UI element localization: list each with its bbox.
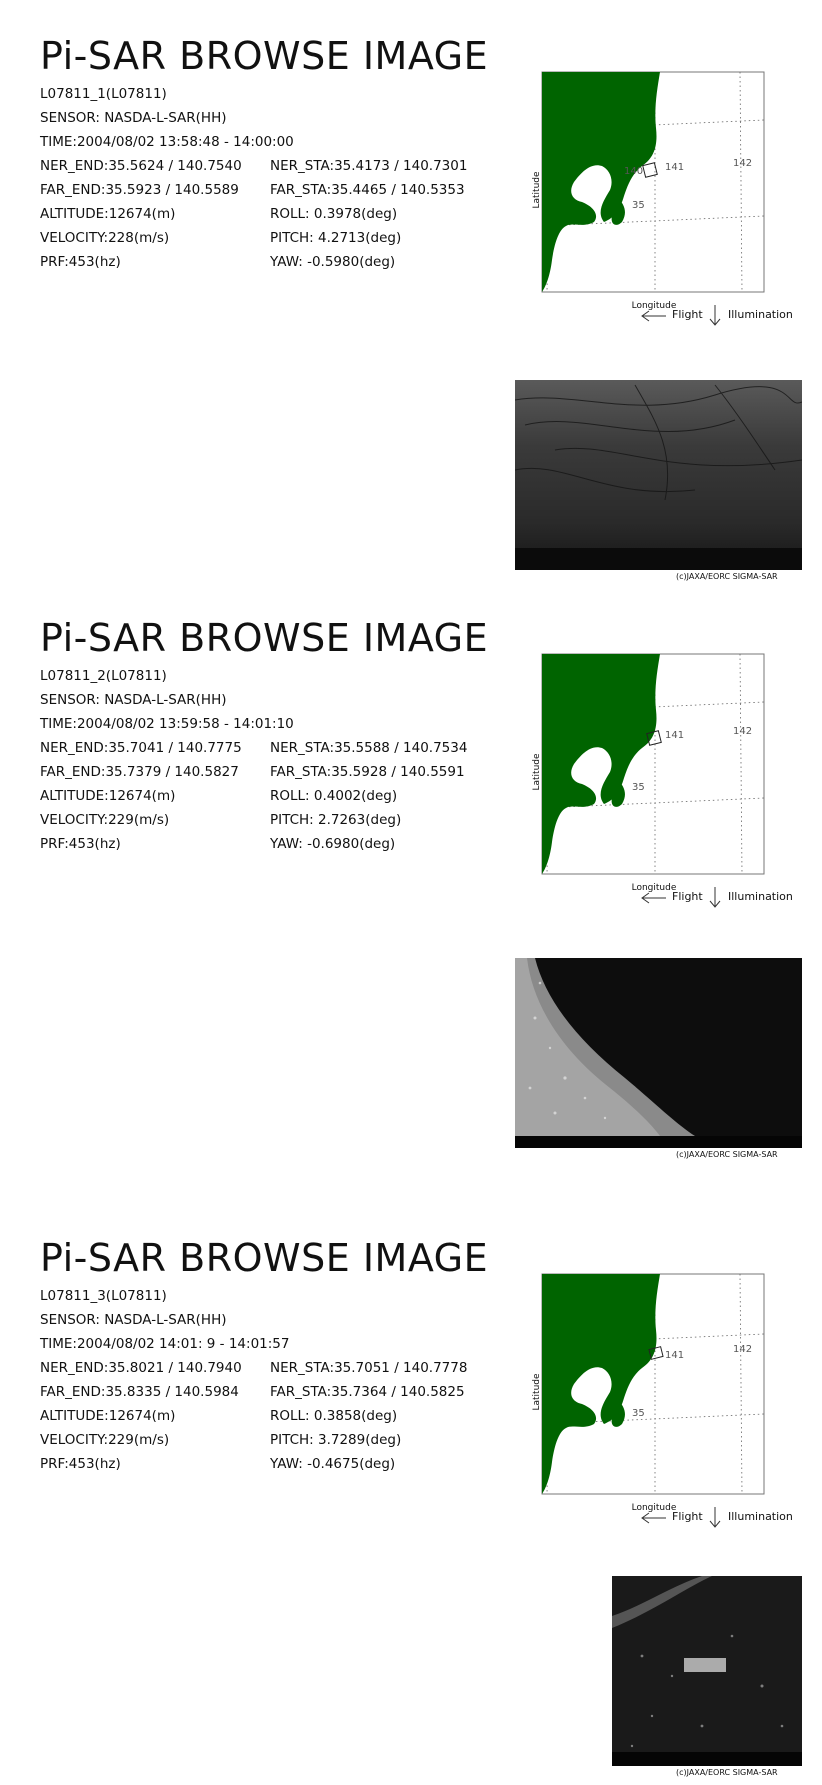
far-sta-text: FAR_STA:35.7364 / 140.5825 [270, 1384, 465, 1400]
browse-record-1 [0, 34, 822, 594]
ner-sta-text: NER_STA:35.5588 / 140.7534 [270, 740, 468, 756]
map-ylabel: Latitude [532, 753, 542, 791]
time-text: TIME:2004/08/02 14:01: 9 - 14:01:57 [40, 1336, 290, 1352]
illumination-arrow-icon [708, 304, 722, 328]
time-text: TIME:2004/08/02 13:59:58 - 14:01:10 [40, 716, 294, 732]
direction-legend [640, 886, 810, 910]
yaw-text: YAW: -0.4675(deg) [270, 1456, 396, 1472]
far-sta-text: FAR_STA:35.5928 / 140.5591 [270, 764, 465, 780]
direction-legend [640, 304, 810, 328]
sar-image-1 [515, 380, 802, 570]
tick-142: 142 [733, 1344, 753, 1355]
illumination-label: Illumination [728, 890, 793, 903]
pitch-text: PITCH: 3.7289(deg) [270, 1432, 402, 1448]
location-map [530, 632, 800, 912]
altitude-text: ALTITUDE:12674(m) [40, 788, 176, 804]
scene-id: L07811_2(L07811) [40, 668, 167, 684]
roll-text: ROLL: 0.3858(deg) [270, 1408, 398, 1424]
browse-record-3 [0, 1236, 822, 1785]
far-sta-text: FAR_STA:35.4465 / 140.5353 [270, 182, 465, 198]
pitch-text: PITCH: 4.2713(deg) [270, 230, 402, 246]
map-ylabel: Latitude [532, 171, 542, 209]
prf-text: PRF:453(hz) [40, 836, 121, 852]
yaw-text: YAW: -0.5980(deg) [270, 254, 396, 270]
roll-text: ROLL: 0.3978(deg) [270, 206, 398, 222]
illumination-arrow-icon [708, 886, 722, 910]
page-title: Pi-SAR BROWSE IMAGE [40, 616, 489, 660]
far-end-text: FAR_END:35.5923 / 140.5589 [40, 182, 239, 198]
prf-text: PRF:453(hz) [40, 254, 121, 270]
ner-end-text: NER_END:35.8021 / 140.7940 [40, 1360, 242, 1376]
scene-id: L07811_3(L07811) [40, 1288, 167, 1304]
flight-label: Flight [672, 890, 703, 903]
velocity-text: VELOCITY:229(m/s) [40, 812, 170, 828]
far-end-text: FAR_END:35.8335 / 140.5984 [40, 1384, 239, 1400]
altitude-text: ALTITUDE:12674(m) [40, 1408, 176, 1424]
page-title: Pi-SAR BROWSE IMAGE [40, 34, 489, 78]
flight-label: Flight [672, 1510, 703, 1523]
tick-142: 142 [733, 726, 753, 737]
illumination-label: Illumination [728, 1510, 793, 1523]
tick-35: 35 [632, 1408, 645, 1419]
illumination-label: Illumination [728, 308, 793, 321]
sar-image-3 [612, 1576, 802, 1766]
credit-text: (c)JAXA/EORC SIGMA-SAR [676, 1150, 778, 1159]
sensor-text: SENSOR: NASDA-L-SAR(HH) [40, 692, 227, 708]
far-end-text: FAR_END:35.7379 / 140.5827 [40, 764, 239, 780]
tick-35: 35 [632, 782, 645, 793]
tick-141: 141 [665, 162, 685, 173]
illumination-arrow-icon [708, 1506, 722, 1530]
ner-end-text: NER_END:35.7041 / 140.7775 [40, 740, 242, 756]
direction-legend [640, 1506, 810, 1530]
sensor-text: SENSOR: NASDA-L-SAR(HH) [40, 1312, 227, 1328]
prf-text: PRF:453(hz) [40, 1456, 121, 1472]
ner-sta-text: NER_STA:35.4173 / 140.7301 [270, 158, 468, 174]
tick-141: 141 [665, 730, 685, 741]
yaw-text: YAW: -0.6980(deg) [270, 836, 396, 852]
flight-arrow-icon [640, 892, 668, 904]
tick-142: 142 [733, 158, 753, 169]
sar-image-2 [515, 958, 802, 1148]
map-ylabel: Latitude [532, 1373, 542, 1411]
map-xlabel: Longitude [631, 883, 677, 893]
altitude-text: ALTITUDE:12674(m) [40, 206, 176, 222]
scene-id: L07811_1(L07811) [40, 86, 167, 102]
pitch-text: PITCH: 2.7263(deg) [270, 812, 402, 828]
tick-140: 140 [624, 166, 644, 177]
velocity-text: VELOCITY:229(m/s) [40, 1432, 170, 1448]
ner-sta-text: NER_STA:35.7051 / 140.7778 [270, 1360, 468, 1376]
ner-end-text: NER_END:35.5624 / 140.7540 [40, 158, 242, 174]
credit-text: (c)JAXA/EORC SIGMA-SAR [676, 572, 778, 581]
flight-label: Flight [672, 308, 703, 321]
location-map [530, 50, 800, 330]
flight-arrow-icon [640, 1512, 668, 1524]
time-text: TIME:2004/08/02 13:58:48 - 14:00:00 [40, 134, 294, 150]
tick-35: 35 [632, 200, 645, 211]
flight-arrow-icon [640, 310, 668, 322]
map-xlabel: Longitude [631, 1503, 677, 1513]
sensor-text: SENSOR: NASDA-L-SAR(HH) [40, 110, 227, 126]
velocity-text: VELOCITY:228(m/s) [40, 230, 170, 246]
roll-text: ROLL: 0.4002(deg) [270, 788, 398, 804]
browse-record-2 [0, 616, 822, 1176]
map-xlabel: Longitude [631, 301, 677, 311]
credit-text: (c)JAXA/EORC SIGMA-SAR [676, 1768, 778, 1777]
page-title: Pi-SAR BROWSE IMAGE [40, 1236, 489, 1280]
tick-141: 141 [665, 1350, 685, 1361]
location-map [530, 1252, 800, 1532]
